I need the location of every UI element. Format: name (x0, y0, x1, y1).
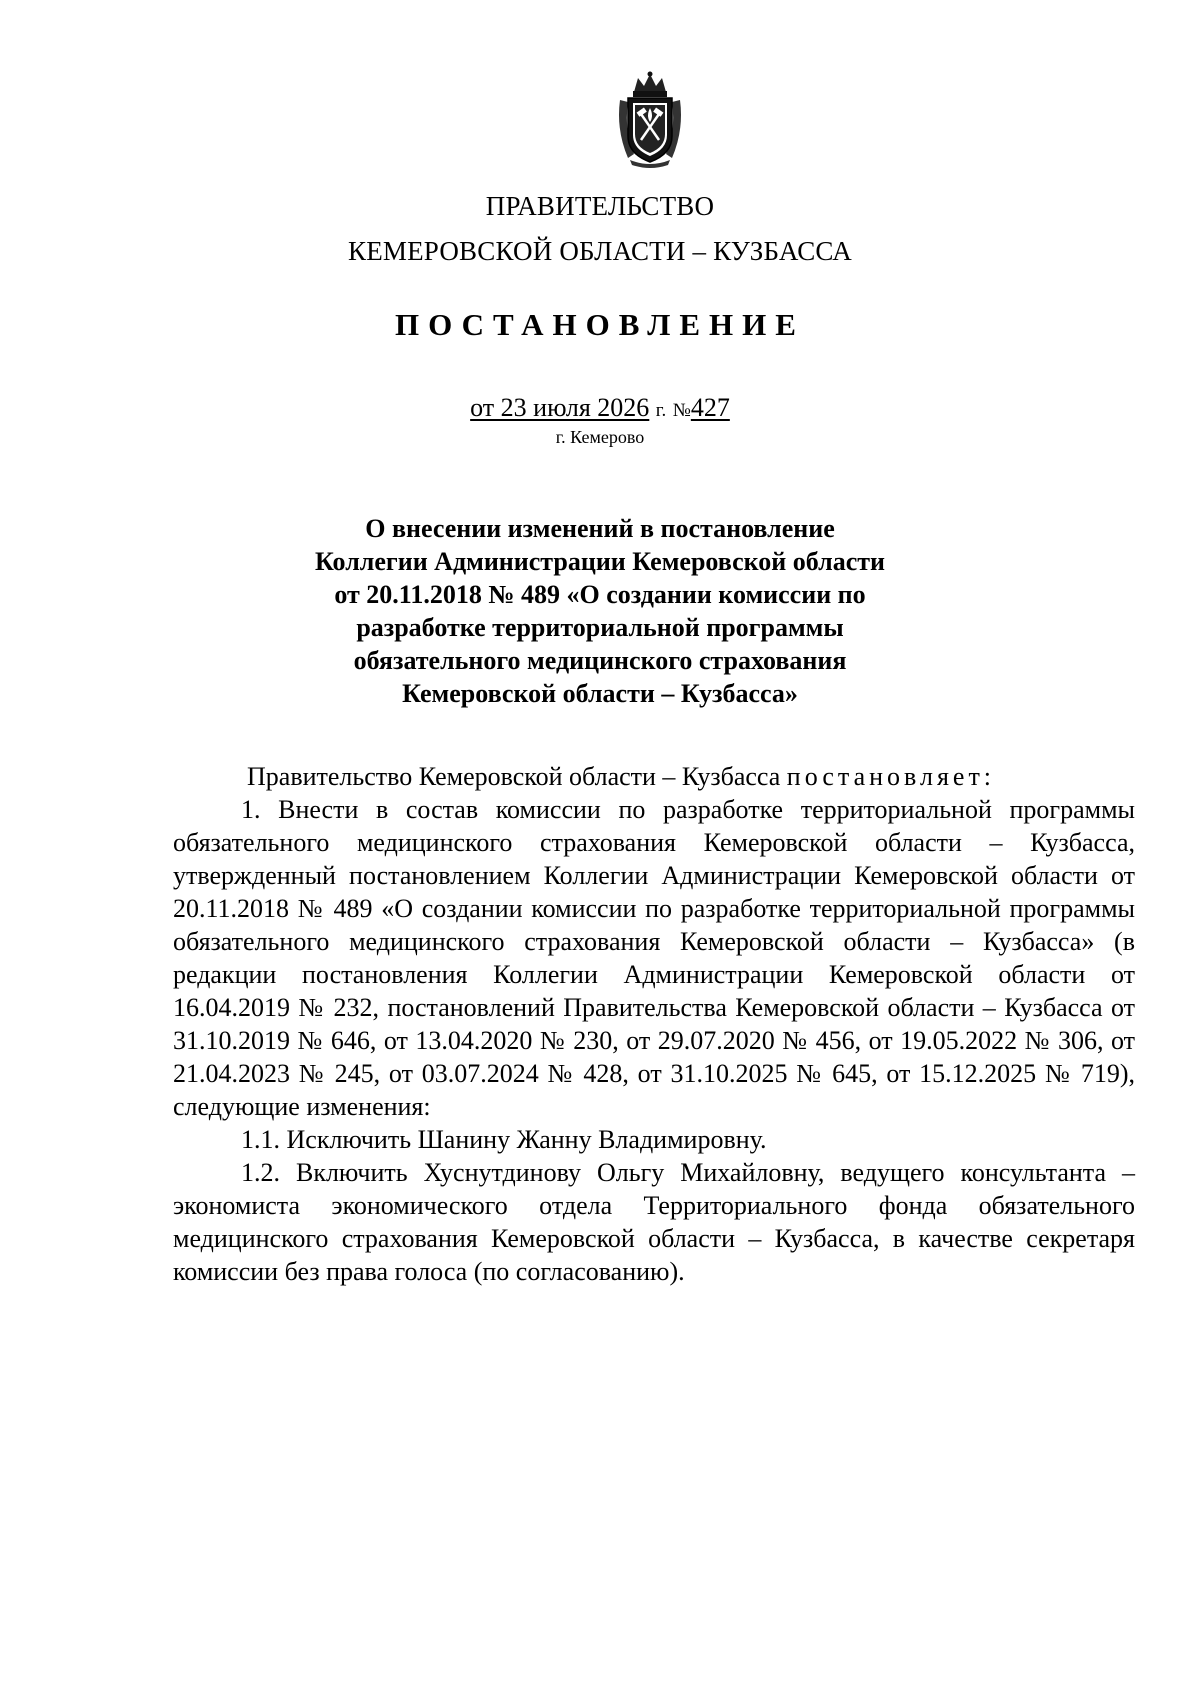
government-name-line2: КЕМЕРОВСКОЙ ОБЛАСТИ – КУЗБАССА (348, 236, 852, 266)
preamble-resolves: постановляет: (786, 762, 996, 791)
preamble-text: Правительство Кемеровской области – Кузбасса (247, 762, 781, 791)
number-sign: № (672, 400, 691, 421)
document-city: г. Кемерово (555, 427, 645, 447)
year-suffix: г. (655, 400, 667, 421)
title-line: Коллегии Администрации Кемеровской области (314, 547, 886, 576)
title-line: разработке территориальной программы (356, 613, 844, 642)
item-1: 1. Внести в состав комиссии по разработке территориальной программы обязательного медицинского страхования Кемеровской области – Кузбасса, утвержденный постановлением Коллегии Администрации Кемеровской области от 20.11.2018 № 489 «О создании комиссии по разработке территориальной программы обязательного медицинского страхования Кемеровской области – Кузбасса» (в редакции постановления Коллегии Администрации Кемеровской области от 16.04.2019 № 232, постановлений Правительства Кемеровской области – Кузбасса от 31.10.2019 № 646, от 13.04.2020 № 230, от 29.07.2020 № 456, от 19.05.2022 № 306, от 21.04.2023 № 245, от 03.07.2024 № 428, от 31.10.2025 № 645, от 15.12.2025 № 719), следующие изменения: (173, 795, 1135, 1121)
document-type: ПОСТАНОВЛЕНИЕ (395, 307, 805, 342)
government-name-line1: ПРАВИТЕЛЬСТВО (485, 191, 715, 221)
document-body (173, 760, 1135, 1288)
title-line: Кемеровской области – Кузбасса» (402, 679, 798, 708)
document-date-number (0, 393, 1200, 423)
preamble (173, 760, 1135, 793)
document-date: от 23 июля 2026 (470, 393, 650, 422)
title-line: обязательного медицинского страхования (353, 646, 847, 675)
item-1-2: 1.2. Включить Хуснутдинову Ольгу Михайловну, ведущего консультанта – экономиста экономического отдела Территориального фонда обязательного медицинского страхования Кемеровской области – Кузбасса, в качестве секретаря комиссии без права голоса (по согласованию). (173, 1158, 1135, 1286)
document-number: 427 (690, 393, 730, 422)
title-line: от 20.11.2018 № 489 «О создании комиссии по (334, 580, 866, 609)
title-line: О внесении изменений в постановление (365, 514, 835, 543)
item-1-1: 1.1. Исключить Шанину Жанну Владимировну. (241, 1125, 767, 1154)
kuzbass-coat-of-arms-icon (614, 70, 686, 170)
document-title (300, 512, 900, 710)
